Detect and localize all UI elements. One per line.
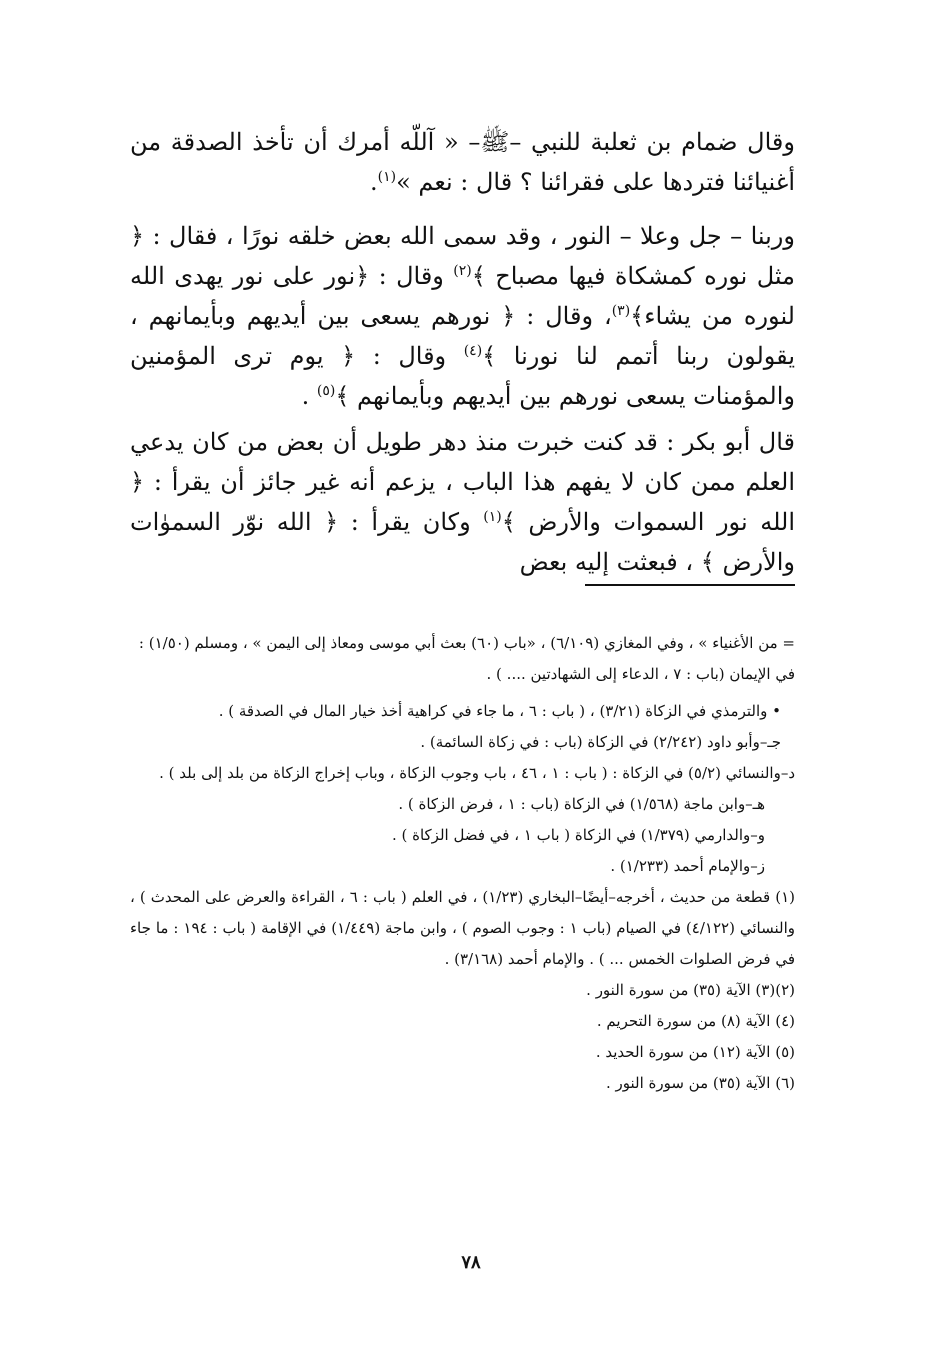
footnote-continued-b: في الإيمان (باب : ٧ ، الدعاء إلى الشهادتين .... ) . [486, 665, 795, 683]
footnote-6: (٦) الآية (٣٥) من سورة النور . [605, 1074, 795, 1092]
paragraph-nur-text-e: . [301, 382, 317, 410]
paragraph-end: . [370, 168, 378, 196]
footnote-ahmad: ز–والإمام أحمد (١/٢٣٣) . [610, 857, 765, 875]
footnote-continued-a: = من الأغنياء » ، وفي المغازي (٦/١٠٩) ، «باب (٦٠) بعث أبي موسى ومعاذ إلى اليمن » ، ومسلم (١/٥٠) : [138, 634, 795, 652]
footnote-separator [585, 584, 795, 586]
paragraph-abu-bakr-text-a: قال أبو بكر : قد كنت خبرت منذ دهر طويل أن بعض من كان يدعي العلم ممن كان لا يفهم هذا الباب ، يزعم أنه غير جائز أن يقرأ : ﴿ الله نور السموات والأرض ﴾ [130, 428, 795, 536]
footnote-ref: (١) [483, 509, 502, 525]
page-number: ٧٨ [461, 1252, 481, 1273]
paragraph-nur-text-a: وربنا – جل وعلا – النور ، وقد سمى الله بعض خلقه نورًا ، فقال : ﴿ مثل نوره كمشكاة فيها مصباح ﴾ [130, 222, 795, 290]
footnote-1: (١) قطعة من حديث ، أخرجه–أيضًا–البخاري (١/٢٣) ، في العلم ( باب : ٦ ، القراءة والعرض على المحدث ) ، والنسائي (٤/١٢٢) في الصيام (باب ١ : وجوب الصوم ) ، وابن ماجة (١/٤٤٩) في الإقامة ( باب : ١٩٤ : ما جاء في فرض الصلوات الخمس ... ) . والإمام أحمد (٣/١٦٨) . [130, 888, 796, 968]
footnote-ref: (٥) [316, 383, 336, 399]
paragraph-nur-text-b: وقال : ﴿نور على نور يهدى الله لنوره من يشاء﴾ [130, 262, 795, 330]
paragraph-nur-text-c: ، وقال : ﴿ نورهم يسعى بين أيديهم وبأيمانهم ، يقولون ربنا أتمم لنا نورنا ﴾ [130, 302, 795, 370]
footnote-nasai: د–والنسائي (٥/٢) في الزكاة : ( باب : ١ ، ٤٦ ، باب وجوب الزكاة ، وباب إخراج الزكاة من بلد إلى بلد ) . [159, 764, 795, 782]
paragraph-dimam [130, 122, 795, 202]
footnote-ref: (١) [377, 169, 397, 185]
paragraph-abu-bakr [130, 422, 795, 582]
footnote-darimi: و–والدارمي (١/٣٧٩) في الزكاة ( باب ١ ، في فضل الزكاة ) . [391, 826, 765, 844]
footnote-ref: (٣) [611, 303, 631, 319]
footnote-ref: (٢) [453, 263, 472, 279]
paragraph-nur-text-d: وقال : ﴿ يوم ترى المؤمنين والمؤمنات يسعى نورهم بين أيديهم وبأيمانهم ﴾ [130, 342, 795, 410]
footnote-abu-dawud: جـ–وأبو داود (٢/٢٤٢) في الزكاة (باب : في زكاة السائمة) . [420, 733, 781, 751]
footnote-2-3: (٢)(٣) الآية (٣٥) من سورة النور . [586, 981, 795, 999]
footnote-tirmidhi: • والترمذي في الزكاة (٣/٢١) ، ( باب : ٦ ، ما جاء في كراهية أخذ خيار المال في الصدقة ) . [218, 702, 781, 720]
footnote-ibn-majah: هـ–وابن ماجة (١/٥٦٨) في الزكاة (باب : ١ ، فرض الزكاة ) . [398, 795, 765, 813]
main-text [130, 122, 795, 582]
footnotes [130, 628, 795, 1099]
paragraph-dimam-text: وقال ضمام بن ثعلبة للنبي –ﷺ– « آللّه أمرك أن تأخذ الصدقة من أغنيائنا فتردها على فقرائنا ؟ قال : نعم » [130, 128, 795, 196]
footnote-4: (٤) الآية (٨) من سورة التحريم . [596, 1012, 795, 1030]
footnote-ref: (٤) [463, 343, 483, 359]
paragraph-nur [130, 216, 795, 416]
footnote-5: (٥) الآية (١٢) من سورة الحديد . [595, 1043, 795, 1061]
paragraph-abu-bakr-text-b: وكان يقرأ : ﴿ الله نوّر السموٰات والأرض ﴾ ، فبعثت إليه بعض [130, 508, 795, 576]
